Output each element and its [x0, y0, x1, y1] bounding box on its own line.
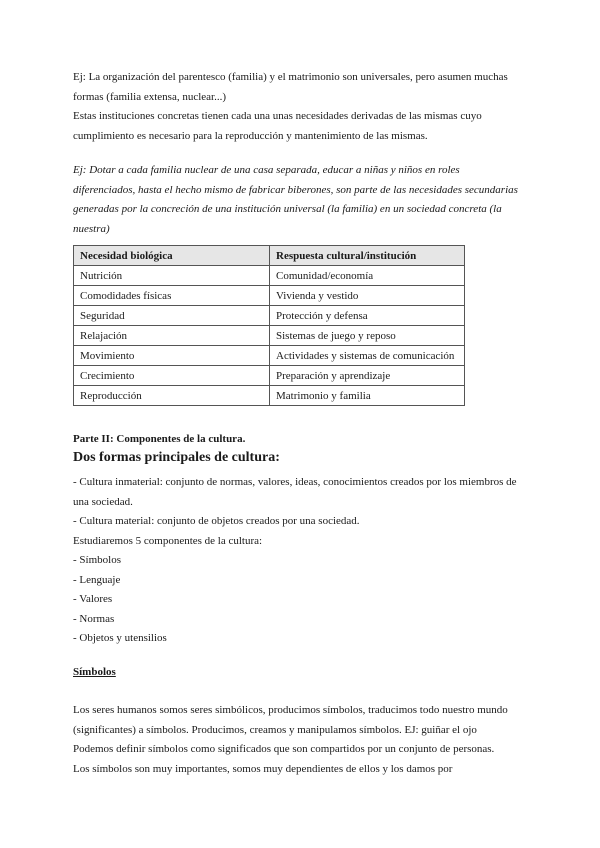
- table-row: [74, 286, 465, 306]
- table-cell: Relajación: [74, 326, 270, 346]
- text-line: Ej: La organización del parentesco (familia) y el matrimonio son universales, pero asumen muchas: [73, 71, 508, 83]
- text-line: - Cultura inmaterial: conjunto de normas, valores, ideas, conocimientos creados por los miembros de: [73, 476, 517, 488]
- text-line: diferenciados, hasta el hecho mismo de fabricar biberones, son parte de las necesidades secundarias: [73, 183, 518, 196]
- text-line: Los seres humanos somos seres simbólicos, producimos símbolos, traducimos todo nuestro mundo: [73, 704, 508, 716]
- table-row: [74, 326, 465, 346]
- list-item: - Normas: [73, 612, 115, 625]
- table-cell: Sistemas de juego y reposo: [270, 326, 465, 346]
- table-row: [74, 346, 465, 366]
- table-row: [74, 386, 465, 406]
- header-cell: Respuesta cultural/institución: [270, 246, 465, 266]
- part-title: Parte II: Componentes de la cultura.: [73, 433, 246, 445]
- table-row: [74, 366, 465, 386]
- list-item: - Objetos y utensilios: [73, 632, 167, 644]
- table-cell: Comunidad/economía: [270, 266, 465, 286]
- text-line: formas (familia extensa, nuclear...): [73, 90, 227, 103]
- text-line: - Cultura material: conjunto de objetos creados por una sociedad.: [73, 515, 360, 527]
- text-line: Estudiaremos 5 componentes de la cultura:: [73, 534, 263, 547]
- table-cell: Nutrición: [74, 266, 270, 286]
- symbols-paragraph: [73, 701, 528, 779]
- text-line: Podemos definir símbolos como significados que son compartidos por un conjunto de personas.: [73, 743, 495, 755]
- italic-example-paragraph: [73, 161, 528, 239]
- table-header-row: [74, 246, 465, 266]
- table-cell: Preparación y aprendizaje: [270, 366, 465, 386]
- text-line: nuestra): [73, 222, 110, 235]
- text-line: cumplimiento es necesario para la reproducción y mantenimiento de las mismas.: [73, 129, 428, 142]
- culture-forms-text: [73, 473, 528, 649]
- table-row: [74, 266, 465, 286]
- text-line: Los símbolos son muy importantes, somos muy dependientes de ellos y los damos por: [73, 762, 453, 775]
- table-row: [74, 306, 465, 326]
- list-item: - Valores: [73, 593, 113, 605]
- list-item: - Símbolos: [73, 554, 121, 566]
- table-cell: Seguridad: [74, 306, 270, 326]
- table-cell: Matrimonio y familia: [270, 386, 465, 406]
- section-heading: Dos formas principales de cultura:: [73, 450, 280, 465]
- table-cell: Protección y defensa: [270, 306, 465, 326]
- table-cell: Comodidades físicas: [74, 286, 270, 306]
- text-line: Ej: Dotar a cada familia nuclear de una casa separada, educar a niñas y niños en roles: [73, 164, 460, 176]
- needs-table: [73, 245, 465, 406]
- intro-paragraph: [73, 68, 528, 146]
- list-item: - Lenguaje: [73, 573, 121, 586]
- symbols-heading: Símbolos: [73, 666, 116, 678]
- table-cell: Vivienda y vestido: [270, 286, 465, 306]
- text-line: una sociedad.: [73, 495, 133, 508]
- table-cell: Reproducción: [74, 386, 270, 406]
- table-cell: Actividades y sistemas de comunicación: [270, 346, 465, 366]
- table-cell: Movimiento: [74, 346, 270, 366]
- header-cell: Necesidad biológica: [74, 246, 270, 266]
- text-line: (significantes) a símbolos. Producimos, creamos y manipulamos símbolos. EJ: guiñar el ojo: [73, 723, 477, 736]
- table-cell: Crecimiento: [74, 366, 270, 386]
- text-line: generadas por la concreción de una institución universal (la familia) en un sociedad concreta (la: [73, 203, 502, 215]
- text-line: Estas instituciones concretas tienen cada una unas necesidades derivadas de las mismas cuyo: [73, 110, 482, 122]
